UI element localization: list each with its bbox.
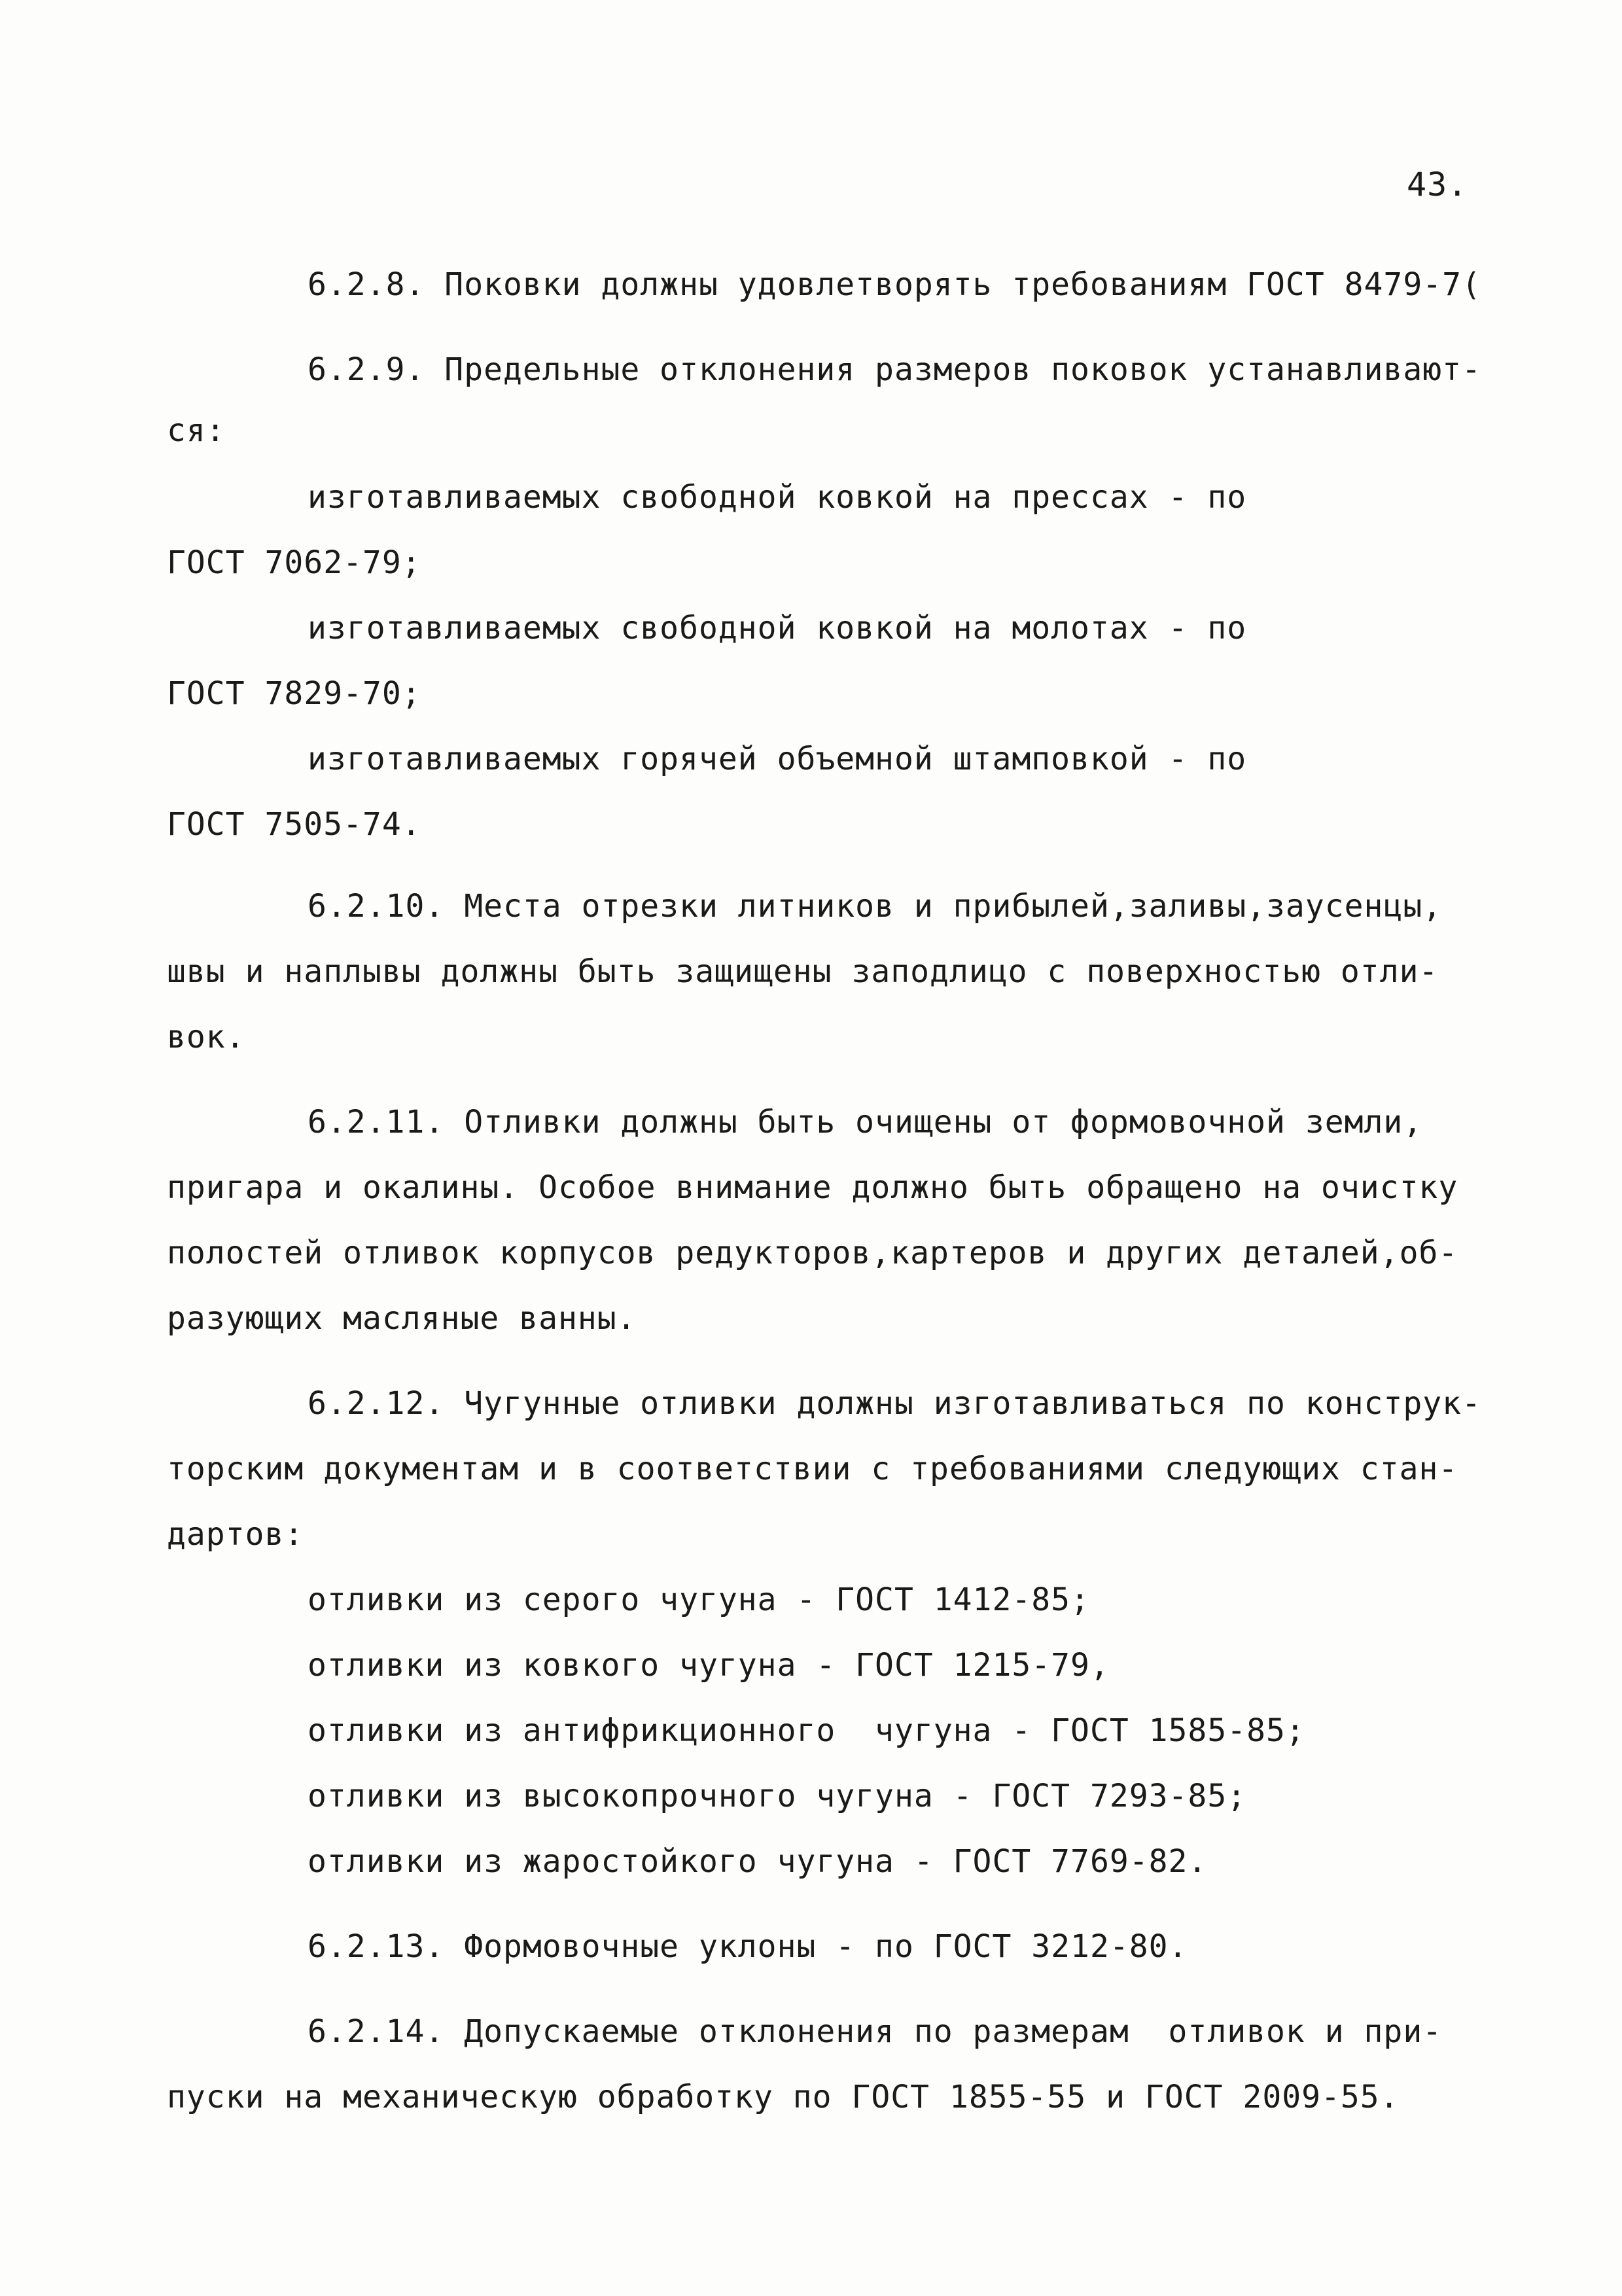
list-item-heat-resistant-iron: отливки из жаростойкого чугуна - ГОСТ 7769-82. bbox=[308, 1843, 1208, 1880]
paragraph-6-2-9-line-1: 6.2.9. Предельные отклонения размеров поковок устанавливают- bbox=[308, 351, 1481, 388]
paragraph-6-2-14-line-2: пуски на механическую обработку по ГОСТ 1855-55 и ГОСТ 2009-55. bbox=[167, 2079, 1400, 2115]
paragraph-6-2-10-line-1: 6.2.10. Места отрезки литников и прибылей,заливы,заусенцы, bbox=[308, 888, 1443, 925]
list-item-press-forging-standard: ГОСТ 7062-79; bbox=[167, 544, 421, 581]
paragraph-6-2-10-line-2: швы и наплывы должны быть защищены заподлицо с поверхностью отли- bbox=[167, 953, 1439, 990]
list-item-hammer-forging: изготавливаемых свободной ковкой на молотах - по bbox=[308, 610, 1247, 646]
list-item-press-forging: изготавливаемых свободной ковкой на прессах - по bbox=[308, 479, 1247, 516]
paragraph-6-2-11-line-1: 6.2.11. Отливки должны быть очищены от формовочной земли, bbox=[308, 1104, 1423, 1140]
list-item-die-forging: изготавливаемых горячей объемной штамповкой - по bbox=[308, 741, 1247, 777]
list-item-grey-iron: отливки из серого чугуна - ГОСТ 1412-85; bbox=[308, 1581, 1090, 1618]
paragraph-6-2-8-line-1: 6.2.8. Поковки должны удовлетворять требованиям ГОСТ 8479-7( bbox=[308, 266, 1481, 303]
list-item-hammer-forging-standard: ГОСТ 7829-70; bbox=[167, 675, 421, 712]
list-item-antifriction-iron: отливки из антифрикционного чугуна - ГОСТ 1585-85; bbox=[308, 1712, 1305, 1749]
list-item-malleable-iron: отливки из ковкого чугуна - ГОСТ 1215-79, bbox=[308, 1647, 1110, 1684]
page-number: 43. bbox=[1407, 166, 1468, 203]
paragraph-6-2-9-line-2: ся: bbox=[167, 412, 226, 449]
paragraph-6-2-13-line-1: 6.2.13. Формовочные уклоны - по ГОСТ 3212-80. bbox=[308, 1928, 1188, 1965]
paragraph-6-2-11-line-2: пригара и окалины. Особое внимание должно быть обращено на очистку bbox=[167, 1169, 1458, 1206]
paragraph-6-2-12-line-1: 6.2.12. Чугунные отливки должны изготавливаться по конструк- bbox=[308, 1385, 1481, 1422]
paragraph-6-2-11-line-3: полостей отливок корпусов редукторов,картеров и других деталей,об- bbox=[167, 1235, 1458, 1271]
list-item-high-strength-iron: отливки из высокопрочного чугуна - ГОСТ 7293-85; bbox=[308, 1778, 1247, 1814]
paragraph-6-2-12-line-3: дартов: bbox=[167, 1516, 304, 1553]
paragraph-6-2-11-line-4: разующих масляные ванны. bbox=[167, 1300, 637, 1337]
paragraph-6-2-12-line-2: торским документам и в соответствии с требованиями следующих стан- bbox=[167, 1451, 1458, 1487]
paragraph-6-2-14-line-1: 6.2.14. Допускаемые отклонения по размерам отливок и при- bbox=[308, 2013, 1443, 2050]
paragraph-6-2-10-line-3: вок. bbox=[167, 1019, 245, 1055]
list-item-die-forging-standard: ГОСТ 7505-74. bbox=[167, 806, 421, 843]
